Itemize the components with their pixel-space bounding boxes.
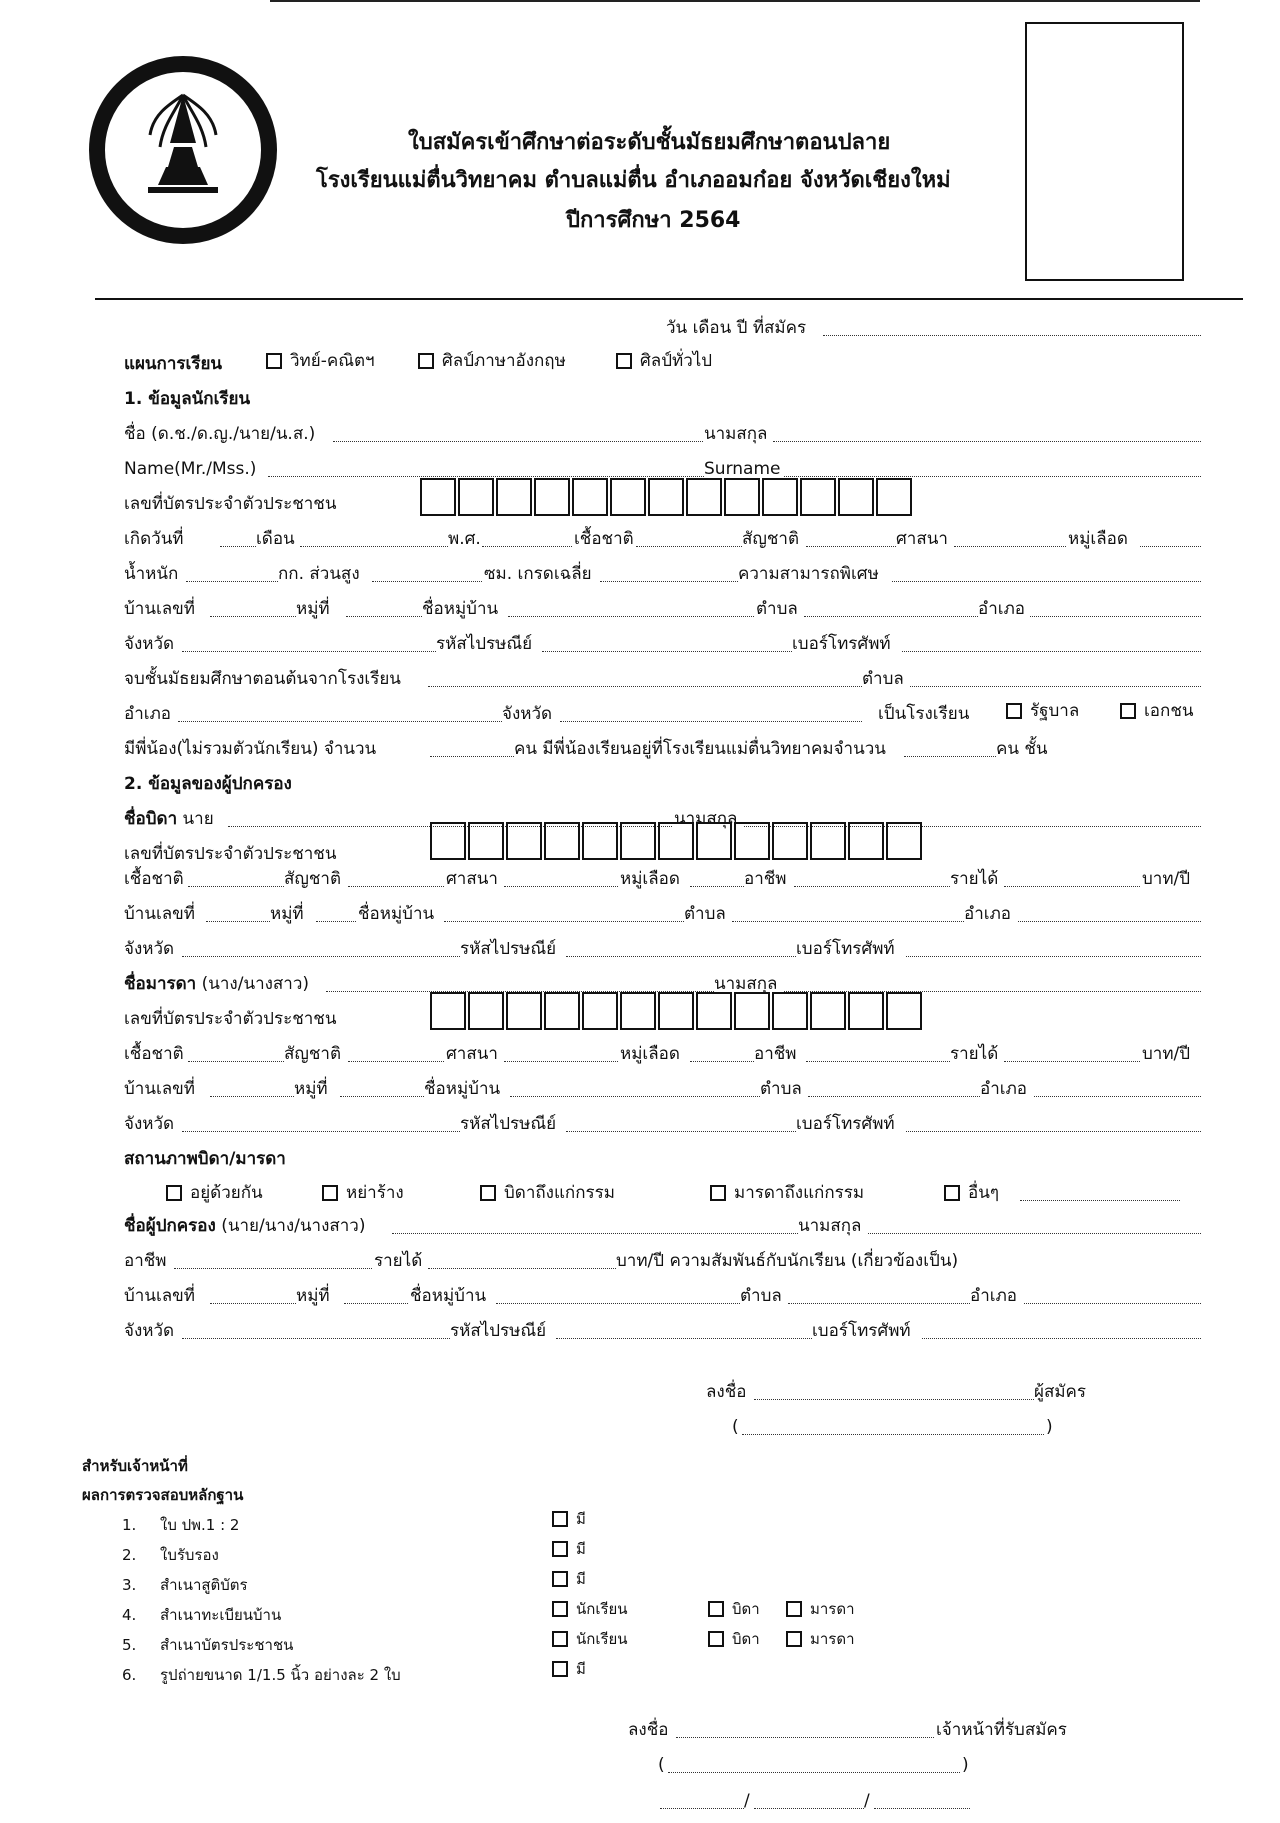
checkbox[interactable] (786, 1601, 802, 1617)
check-item-2-has[interactable] (552, 1538, 586, 1560)
check-item-2-label: ใบรับรอง (160, 1546, 219, 1564)
option-label: หย่าร้าง (346, 1183, 404, 1203)
phone-field[interactable] (902, 651, 1201, 652)
applicant-paren-close: ) (1046, 1417, 1053, 1437)
guardian-name-field[interactable] (392, 1233, 798, 1234)
staff-paren-close: ) (962, 1755, 969, 1775)
school-type-private[interactable] (1120, 700, 1193, 722)
plan-option-science[interactable] (266, 350, 375, 372)
grad-tambon-label: ตำบล (862, 669, 904, 689)
checkbox[interactable] (710, 1185, 726, 1201)
father-religion-field[interactable] (504, 886, 618, 887)
father-blood-field[interactable] (690, 886, 744, 887)
birth-month-label: เดือน (256, 529, 295, 549)
applicant-sign-field[interactable] (754, 1399, 1034, 1400)
mother-tambon-label: ตำบล (760, 1079, 802, 1099)
mother-baht-label: บาท/ปี (1142, 1044, 1191, 1064)
check-item-5-student[interactable] (552, 1628, 628, 1650)
option-label: บิดาถึงแก่กรรม (504, 1183, 615, 1203)
father-race-field[interactable] (188, 886, 284, 887)
house-number-field[interactable] (210, 616, 296, 617)
father-house-label: บ้านเลขที่ (124, 904, 196, 924)
guardian-label: ชื่อผู้ปกครอง (124, 1216, 216, 1236)
graduated-school-field[interactable] (428, 686, 862, 687)
check-item-4-student[interactable] (552, 1598, 628, 1620)
check-item-1-has[interactable] (552, 1508, 586, 1530)
guardian-province-field[interactable] (182, 1338, 450, 1339)
option-label: มารดา (810, 1600, 855, 1618)
date-slash-2: / (864, 1791, 870, 1811)
school-logo (88, 55, 278, 245)
religion-label: ศาสนา (896, 529, 948, 549)
option-label: อยู่ด้วยกัน (190, 1183, 263, 1203)
height-field[interactable] (372, 581, 482, 582)
parent-status-heading: สถานภาพบิดา/มารดา (124, 1149, 286, 1169)
mother-religion-field[interactable] (504, 1061, 618, 1062)
father-province-field[interactable] (182, 956, 460, 957)
religion-field[interactable] (954, 546, 1066, 547)
option-label: บิดา (732, 1630, 760, 1648)
guardian-moo-label: หมู่ที่ (296, 1286, 330, 1306)
father-nationality-field[interactable] (348, 886, 444, 887)
option-label: มี (576, 1660, 586, 1678)
father-moo-label: หมู่ที่ (270, 904, 304, 924)
guardian-village-field[interactable] (496, 1303, 740, 1304)
father-income-field[interactable] (1004, 886, 1140, 887)
guardian-phone-label: เบอร์โทรศัพท์ (812, 1321, 911, 1341)
applicant-sign-label: ลงชื่อ (706, 1382, 747, 1402)
guardian-prefix: (นาย/นาง/นางสาว) (221, 1216, 366, 1236)
father-province-label: จังหวัด (124, 939, 175, 959)
mother-race-label: เชื้อชาติ (124, 1044, 184, 1064)
mother-income-label: รายได้ (950, 1044, 999, 1064)
guardian-amphoe-label: อำเภอ (970, 1286, 1017, 1306)
father-baht-label: บาท/ปี (1142, 869, 1191, 889)
tambon-field[interactable] (804, 616, 978, 617)
name-field[interactable] (333, 441, 703, 442)
check-item-3-label: สำเนาสูติบัตร (160, 1576, 248, 1594)
siblings-count-field[interactable] (430, 756, 514, 757)
staff-paren-open: ( (658, 1755, 665, 1775)
staff-heading: สำหรับเจ้าหน้าที่ (82, 1457, 188, 1475)
father-income-label: รายได้ (950, 869, 999, 889)
check-item-4-label: สำเนาทะเบียนบ้าน (160, 1606, 282, 1624)
mother-moo-label: หมู่ที่ (294, 1079, 328, 1099)
talent-label: ความสามารถพิเศษ (738, 564, 879, 584)
check-item-6-has[interactable] (552, 1658, 586, 1680)
father-village-label: ชื่อหมู่บ้าน (358, 904, 435, 924)
form-title: ใบสมัครเข้าศึกษาต่อระดับชั้นมัธยมศึกษาตอนปลาย (408, 130, 891, 155)
mother-religion-label: ศาสนา (446, 1044, 498, 1064)
status-together[interactable] (166, 1182, 263, 1204)
check-item-5-father[interactable] (708, 1628, 760, 1650)
blood-label: หมู่เลือด (1068, 529, 1128, 549)
grad-amphoe-label: อำเภอ (124, 704, 171, 724)
plan-option-label: ศิลป์ภาษาอังกฤษ (442, 351, 566, 371)
birth-year-field[interactable] (482, 546, 572, 547)
nationality-label: สัญชาติ (742, 529, 799, 549)
mother-race-field[interactable] (188, 1061, 284, 1062)
father-prefix: นาย (182, 809, 214, 829)
guardian-moo-field[interactable] (344, 1303, 408, 1304)
father-nationality-label: สัญชาติ (284, 869, 341, 889)
check-item-4-mother[interactable] (786, 1598, 855, 1620)
option-label: มี (576, 1510, 586, 1528)
checkbox[interactable] (1120, 703, 1136, 719)
name-label: ชื่อ (ด.ช./ด.ญ./นาย/น.ส.) (124, 424, 316, 444)
grad-amphoe-field[interactable] (178, 721, 502, 722)
father-house-field[interactable] (206, 921, 270, 922)
father-race-label: เชื้อชาติ (124, 869, 184, 889)
mother-province-field[interactable] (182, 1131, 460, 1132)
postcode-label: รหัสไปรษณีย์ (436, 634, 533, 654)
staff-printed-name-field[interactable] (668, 1772, 960, 1773)
status-father-deceased[interactable] (480, 1182, 615, 1204)
status-mother-deceased[interactable] (710, 1182, 864, 1204)
surname-field[interactable] (773, 441, 1201, 442)
option-label: บิดา (732, 1600, 760, 1618)
mother-prefix: (นาง/นางสาว) (201, 974, 310, 994)
check-item-5-num: 5. (122, 1636, 137, 1654)
checkbox[interactable] (418, 353, 434, 369)
applicant-paren-open: ( (732, 1417, 739, 1437)
nationality-field[interactable] (806, 546, 896, 547)
checkbox[interactable] (166, 1185, 182, 1201)
academic-year: ปีการศึกษา 2564 (566, 208, 741, 233)
mother-province-label: จังหวัด (124, 1114, 175, 1134)
checkbox[interactable] (322, 1185, 338, 1201)
checkbox[interactable] (552, 1601, 568, 1617)
guardian-surname-label: นามสกุล (798, 1216, 862, 1236)
section-student-heading: 1. ข้อมูลนักเรียน (124, 389, 251, 409)
check-item-4-father[interactable] (708, 1598, 760, 1620)
father-name-label (124, 808, 214, 830)
mother-id-label: เลขที่บัตรประจำตัวประชาชน (124, 1009, 337, 1029)
checkbox[interactable] (552, 1631, 568, 1647)
father-occupation-field[interactable] (794, 886, 950, 887)
mother-blood-label: หมู่เลือด (620, 1044, 680, 1064)
village-label: ชื่อหมู่บ้าน (422, 599, 499, 619)
check-item-5-label: สำเนาบัตรประชาชน (160, 1636, 294, 1654)
mother-postcode-field[interactable] (566, 1131, 796, 1132)
weight-label: น้ำหนัก (124, 564, 179, 584)
guardian-surname-field[interactable] (868, 1233, 1201, 1234)
guardian-tambon-label: ตำบล (740, 1286, 782, 1306)
applicant-printed-name-field[interactable] (742, 1434, 1044, 1435)
mother-occupation-label: อาชีพ (754, 1044, 797, 1064)
guardian-province-label: จังหวัด (124, 1321, 175, 1341)
father-village-field[interactable] (444, 921, 684, 922)
race-field[interactable] (636, 546, 742, 547)
amphoe-label: อำเภอ (978, 599, 1025, 619)
father-postcode-label: รหัสไปรษณีย์ (460, 939, 557, 959)
school-type-label: เป็นโรงเรียน (878, 704, 970, 724)
plan-option-english[interactable] (418, 350, 566, 372)
father-blood-label: หมู่เลือด (620, 869, 680, 889)
guardian-income-label: รายได้ (374, 1251, 423, 1271)
father-amphoe-label: อำเภอ (964, 904, 1011, 924)
phone-label: เบอร์โทรศัพท์ (792, 634, 891, 654)
mother-nationality-label: สัญชาติ (284, 1044, 341, 1064)
father-moo-field[interactable] (316, 921, 356, 922)
guardian-phone-field[interactable] (922, 1338, 1201, 1339)
plan-option-label: วิทย์-คณิตฯ (290, 351, 375, 371)
birth-month-field[interactable] (300, 546, 448, 547)
tambon-label: ตำบล (756, 599, 798, 619)
photo-box[interactable] (1025, 22, 1184, 281)
check-item-4-num: 4. (122, 1606, 137, 1624)
status-other[interactable] (944, 1182, 999, 1204)
blood-field[interactable] (1140, 546, 1201, 547)
father-id-label: เลขที่บัตรประจำตัวประชาชน (124, 844, 337, 864)
option-label: รัฐบาล (1030, 701, 1080, 721)
check-item-3-has[interactable] (552, 1568, 586, 1590)
student-id-boxes[interactable] (420, 478, 912, 516)
mother-phone-field[interactable] (906, 1131, 1201, 1132)
height-label: กก. ส่วนสูง (278, 564, 360, 584)
father-label: ชื่อบิดา (124, 809, 178, 829)
check-item-6-num: 6. (122, 1666, 137, 1684)
guardian-house-field[interactable] (210, 1303, 296, 1304)
mother-tambon-field[interactable] (808, 1096, 980, 1097)
father-occupation-label: อาชีพ (744, 869, 787, 889)
guardian-house-label: บ้านเลขที่ (124, 1286, 196, 1306)
province-label: จังหวัด (124, 634, 175, 654)
guardian-occupation-label: อาชีพ (124, 1251, 167, 1271)
guardian-tambon-field[interactable] (788, 1303, 970, 1304)
checkbox[interactable] (552, 1511, 568, 1527)
grad-province-field[interactable] (560, 721, 862, 722)
check-item-3-num: 3. (122, 1576, 137, 1594)
grad-tambon-field[interactable] (910, 686, 1201, 687)
mother-occupation-field[interactable] (806, 1061, 950, 1062)
birth-day-field[interactable] (220, 546, 256, 547)
option-label: นักเรียน (576, 1600, 628, 1618)
checkbox[interactable] (786, 1631, 802, 1647)
moo-field[interactable] (346, 616, 422, 617)
plan-label: แผนการเรียน (124, 354, 223, 374)
mother-nationality-field[interactable] (348, 1061, 444, 1062)
mother-amphoe-label: อำเภอ (980, 1079, 1027, 1099)
check-item-6-label: รูปถ่ายขนาด 1/1.5 นิ้ว อย่างละ 2 ใบ (160, 1666, 401, 1684)
checkbox[interactable] (944, 1185, 960, 1201)
weight-field[interactable] (186, 581, 278, 582)
birth-year-label: พ.ศ. (448, 529, 481, 549)
checkbox[interactable] (708, 1631, 724, 1647)
check-item-1-label: ใบ ปพ.1 : 2 (160, 1516, 240, 1534)
mother-label: ชื่อมารดา (124, 974, 197, 994)
father-surname-label: นามสกุล (674, 809, 738, 829)
surname-label: นามสกุล (704, 424, 768, 444)
mother-income-field[interactable] (1004, 1061, 1140, 1062)
option-label: มี (576, 1540, 586, 1558)
date-slash-1: / (744, 1791, 750, 1811)
check-item-5-mother[interactable] (786, 1628, 855, 1650)
guardian-postcode-field[interactable] (556, 1338, 812, 1339)
father-phone-label: เบอร์โทรศัพท์ (796, 939, 895, 959)
siblings-label: มีพี่น้อง(ไม่รวมตัวนักเรียน) จำนวน (124, 739, 377, 759)
surname-en-label: Surname (704, 459, 781, 479)
gpa-label: ซม. เกรดเฉลี่ย (484, 564, 592, 584)
name-en-label: Name(Mr./Mss.) (124, 459, 257, 479)
checkbox[interactable] (1006, 703, 1022, 719)
talent-field[interactable] (892, 581, 1201, 582)
guardian-occupation-field[interactable] (174, 1268, 372, 1269)
father-tambon-field[interactable] (732, 921, 964, 922)
check-item-1-num: 1. (122, 1516, 137, 1534)
siblings-school-label: คน มีพี่น้องเรียนอยู่ที่โรงเรียนแม่ตื่นวิทยาคมจำนวน (514, 739, 886, 759)
plan-option-arts[interactable] (616, 350, 712, 372)
siblings-class-label: คน ชั้น (996, 739, 1048, 759)
mother-moo-field[interactable] (340, 1096, 424, 1097)
header-divider (95, 298, 1243, 300)
status-other-field[interactable] (1020, 1200, 1180, 1201)
name-en-field[interactable] (268, 476, 704, 477)
staff-sign-field[interactable] (676, 1737, 934, 1738)
mother-name-label (124, 973, 309, 995)
mother-phone-label: เบอร์โทรศัพท์ (796, 1114, 895, 1134)
option-label: เอกชน (1144, 701, 1194, 721)
checkbox[interactable] (552, 1541, 568, 1557)
option-label: มารดา (810, 1630, 855, 1648)
father-religion-label: ศาสนา (446, 869, 498, 889)
top-border-line (270, 0, 1200, 2)
staff-date-year-field[interactable] (874, 1808, 970, 1809)
guardian-postcode-label: รหัสไปรษณีย์ (450, 1321, 547, 1341)
student-id-label: เลขที่บัตรประจำตัวประชาชน (124, 494, 337, 514)
staff-date-day-field[interactable] (660, 1808, 744, 1809)
guardian-income-field[interactable] (428, 1268, 616, 1269)
village-field[interactable] (508, 616, 754, 617)
checkbox[interactable] (708, 1601, 724, 1617)
mother-village-label: ชื่อหมู่บ้าน (424, 1079, 501, 1099)
checkbox[interactable] (480, 1185, 496, 1201)
mother-blood-field[interactable] (690, 1061, 754, 1062)
mother-house-field[interactable] (210, 1096, 294, 1097)
staff-receiver-label: เจ้าหน้าที่รับสมัคร (936, 1720, 1067, 1740)
father-phone-field[interactable] (906, 956, 1201, 957)
status-divorced[interactable] (322, 1182, 404, 1204)
checkbox[interactable] (616, 353, 632, 369)
school-type-gov[interactable] (1006, 700, 1079, 722)
grad-province-label: จังหวัด (502, 704, 553, 724)
father-amphoe-field[interactable] (1018, 921, 1201, 922)
amphoe-field[interactable] (1030, 616, 1201, 617)
guardian-relation-label: บาท/ปี ความสัมพันธ์กับนักเรียน (เกี่ยวข้องเป็น) (616, 1251, 959, 1271)
mother-house-label: บ้านเลขที่ (124, 1079, 196, 1099)
date-label: วัน เดือน ปี ที่สมัคร (666, 318, 807, 338)
mother-village-field[interactable] (510, 1096, 760, 1097)
mother-amphoe-field[interactable] (1034, 1096, 1201, 1097)
father-tambon-label: ตำบล (684, 904, 726, 924)
option-label: นักเรียน (576, 1630, 628, 1648)
option-label: อื่นๆ (968, 1183, 999, 1203)
father-postcode-field[interactable] (566, 956, 796, 957)
birth-date-label: เกิดวันที่ (124, 529, 184, 549)
option-label: มารดาถึงแก่กรรม (734, 1183, 865, 1203)
checkbox[interactable] (266, 353, 282, 369)
date-field[interactable] (823, 335, 1201, 336)
surname-en-field[interactable] (784, 476, 1201, 477)
option-label: มี (576, 1570, 586, 1588)
plan-option-label: ศิลป์ทั่วไป (640, 351, 713, 371)
section-parent-heading: 2. ข้อมูลของผู้ปกครอง (124, 774, 292, 794)
graduated-label: จบชั้นมัธยมศึกษาตอนต้นจากโรงเรียน (124, 669, 401, 689)
checkbox[interactable] (552, 1571, 568, 1587)
guardian-amphoe-field[interactable] (1024, 1303, 1201, 1304)
gpa-field[interactable] (600, 581, 738, 582)
father-id-boxes[interactable] (430, 822, 922, 860)
guardian-village-label: ชื่อหมู่บ้าน (410, 1286, 487, 1306)
applicant-label: ผู้สมัคร (1034, 1382, 1087, 1402)
document-check-heading: ผลการตรวจสอบหลักฐาน (82, 1486, 244, 1504)
check-item-2-num: 2. (122, 1546, 137, 1564)
race-label: เชื้อชาติ (574, 529, 634, 549)
guardian-name-label (124, 1215, 365, 1237)
school-line: โรงเรียนแม่ตื่นวิทยาคม ตำบลแม่ตื่น อำเภออมก๋อย จังหวัดเชียงใหม่ (316, 168, 951, 193)
staff-sign-label: ลงชื่อ (628, 1720, 669, 1740)
siblings-school-field[interactable] (904, 756, 996, 757)
postcode-field[interactable] (542, 651, 792, 652)
checkbox[interactable] (552, 1661, 568, 1677)
mother-postcode-label: รหัสไปรษณีย์ (460, 1114, 557, 1134)
mother-surname-label: นามสกุล (714, 974, 778, 994)
moo-label: หมู่ที่ (296, 599, 330, 619)
house-number-label: บ้านเลขที่ (124, 599, 196, 619)
staff-date-month-field[interactable] (754, 1808, 864, 1809)
mother-id-boxes[interactable] (430, 992, 922, 1030)
province-field[interactable] (182, 651, 436, 652)
